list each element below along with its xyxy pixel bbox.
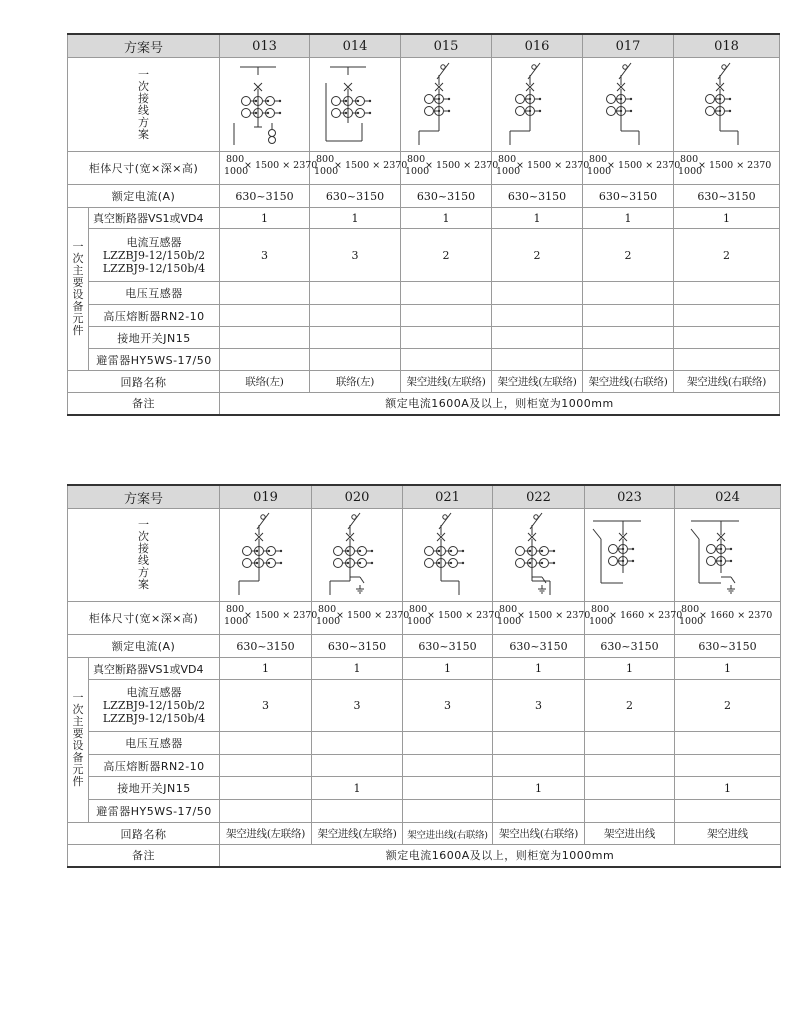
- breaker-row: [68, 658, 781, 680]
- wiring-diagram: [674, 58, 780, 152]
- breaker-qty: 1: [585, 658, 675, 680]
- earth-switch-qty: [401, 327, 492, 349]
- circuit-name: 架空进线: [675, 823, 781, 845]
- vt-row: [68, 282, 780, 305]
- cabinet-size: 800 1000 × 1500 × 2370: [312, 602, 403, 635]
- equipment-label: 一 次 主 要 设 备 元 件: [68, 658, 89, 823]
- rated-current: 630~3150: [310, 185, 401, 208]
- cabinet-size-row: [68, 602, 781, 635]
- rated-current: 630~3150: [312, 635, 403, 658]
- circuit-name: 架空进线(右联络): [583, 371, 674, 393]
- arrester-qty: [312, 800, 403, 823]
- ct-row: [68, 229, 780, 282]
- vt-label: 电压互感器: [89, 732, 220, 755]
- wiring-diagram-row: [68, 58, 780, 152]
- ct-qty: 3: [312, 680, 403, 732]
- arrester-label: 避雷器HY5WS-17/50: [89, 349, 220, 371]
- single-line-diagram-icon: [496, 511, 582, 599]
- cabinet-size: 800 1000 × 1500 × 2370: [220, 602, 312, 635]
- breaker-qty: 1: [493, 658, 585, 680]
- scheme-code: 014: [310, 34, 401, 58]
- ct-qty: 2: [492, 229, 583, 282]
- scheme-number-label: 方案号: [68, 34, 220, 58]
- circuit-name: 架空进线(右联络): [674, 371, 780, 393]
- scheme-code: 020: [312, 485, 403, 509]
- breaker-qty: 1: [674, 208, 780, 229]
- cabinet-size: 800 1000 × 1500 × 2370: [583, 152, 674, 185]
- scheme-code: 013: [220, 34, 310, 58]
- wiring-diagram: [220, 509, 312, 602]
- circuit-name-row: [68, 823, 781, 845]
- cabinet-size: 800 1000 × 1500 × 2370: [220, 152, 310, 185]
- scheme-table-2: [67, 484, 781, 868]
- ct-qty: 3: [310, 229, 401, 282]
- cabinet-size: 800 1000 × 1500 × 2370: [493, 602, 585, 635]
- vt-qty: [401, 282, 492, 305]
- cabinet-size: 800 1000 × 1660 × 2370: [675, 602, 781, 635]
- rated-current-row: [68, 635, 781, 658]
- single-line-diagram-icon: [684, 61, 770, 149]
- remark-row: [68, 845, 781, 867]
- vt-row: [68, 732, 781, 755]
- remark-label: 备注: [68, 845, 220, 867]
- arrester-qty: [220, 800, 312, 823]
- rated-current: 630~3150: [675, 635, 781, 658]
- breaker-label: 真空断路器VS1或VD4: [89, 208, 220, 229]
- rated-current: 630~3150: [220, 635, 312, 658]
- circuit-name: 联络(左): [220, 371, 310, 393]
- breaker-qty: 1: [492, 208, 583, 229]
- scheme-number-label: 方案号: [68, 485, 220, 509]
- rated-current: 630~3150: [585, 635, 675, 658]
- arrester-qty: [492, 349, 583, 371]
- single-line-diagram-icon: [223, 511, 309, 599]
- rated-current-label: 额定电流(A): [68, 635, 220, 658]
- fuse-qty: [493, 755, 585, 777]
- arrester-row: [68, 800, 781, 823]
- scheme-number-row: [68, 485, 781, 509]
- single-line-diagram-icon: [585, 61, 671, 149]
- remark-text: 额定电流1600A及以上，则柜宽为1000mm: [220, 393, 780, 415]
- fuse-label: 高压熔断器RN2-10: [89, 305, 220, 327]
- wiring-diagram: [401, 58, 492, 152]
- single-line-diagram-icon: [314, 511, 400, 599]
- circuit-name: 架空进线(左联络): [312, 823, 403, 845]
- ct-qty: 2: [675, 680, 781, 732]
- ct-qty: 2: [674, 229, 780, 282]
- earth-switch-qty: [585, 777, 675, 800]
- breaker-qty: 1: [401, 208, 492, 229]
- earth-switch-row: [68, 327, 780, 349]
- circuit-name: 架空进出线: [585, 823, 675, 845]
- rated-current: 630~3150: [403, 635, 493, 658]
- fuse-qty: [675, 755, 781, 777]
- vt-qty: [310, 282, 401, 305]
- earth-switch-qty: [674, 327, 780, 349]
- earth-switch-qty: [220, 327, 310, 349]
- remark-row: [68, 393, 780, 415]
- scheme-code: 015: [401, 34, 492, 58]
- cabinet-size-row: [68, 152, 780, 185]
- wiring-scheme-label: 一 次 接 线 方 案: [68, 58, 220, 152]
- earth-switch-qty: 1: [675, 777, 781, 800]
- wiring-diagram: [493, 509, 585, 602]
- rated-current: 630~3150: [493, 635, 585, 658]
- scheme-code: 023: [585, 485, 675, 509]
- earth-switch-qty: [492, 327, 583, 349]
- single-line-diagram-icon: [405, 511, 491, 599]
- circuit-name: 架空进线(左联络): [220, 823, 312, 845]
- earth-switch-qty: 1: [312, 777, 403, 800]
- earth-switch-qty: [220, 777, 312, 800]
- arrester-qty: [403, 800, 493, 823]
- ct-label: 电流互感器 LZZBJ9-12/150b/2 LZZBJ9-12/150b/4: [89, 229, 220, 282]
- vt-qty: [220, 732, 312, 755]
- single-line-diagram-icon: [587, 511, 673, 599]
- scheme-table-1: [67, 33, 780, 416]
- wiring-diagram: [403, 509, 493, 602]
- fuse-qty: [674, 305, 780, 327]
- rated-current: 630~3150: [583, 185, 674, 208]
- vt-qty: [312, 732, 403, 755]
- wiring-scheme-label: 一 次 接 线 方 案: [68, 509, 220, 602]
- cabinet-size: 800 1000 × 1500 × 2370: [674, 152, 780, 185]
- arrester-qty: [583, 349, 674, 371]
- arrester-qty: [401, 349, 492, 371]
- circuit-name-label: 回路名称: [68, 823, 220, 845]
- cabinet-size: 800 1000 × 1500 × 2370: [310, 152, 401, 185]
- ct-qty: 3: [220, 680, 312, 732]
- ct-qty: 2: [401, 229, 492, 282]
- cabinet-size-label: 柜体尺寸(宽×深×高): [68, 152, 220, 185]
- fuse-qty: [585, 755, 675, 777]
- fuse-row: [68, 305, 780, 327]
- fuse-qty: [583, 305, 674, 327]
- rated-current: 630~3150: [401, 185, 492, 208]
- single-line-diagram-icon: [222, 61, 308, 149]
- scheme-code: 021: [403, 485, 493, 509]
- cabinet-size: 800 1000 × 1500 × 2370: [403, 602, 493, 635]
- vt-qty: [220, 282, 310, 305]
- arrester-qty: [220, 349, 310, 371]
- fuse-qty: [492, 305, 583, 327]
- ct-qty: 3: [493, 680, 585, 732]
- vt-qty: [403, 732, 493, 755]
- scheme-code: 022: [493, 485, 585, 509]
- earth-switch-row: [68, 777, 781, 800]
- wiring-diagram: [585, 509, 675, 602]
- vt-qty: [585, 732, 675, 755]
- cabinet-size: 800 1000 × 1500 × 2370: [492, 152, 583, 185]
- circuit-name: 架空出线(右联络): [493, 823, 585, 845]
- scheme-code: 018: [674, 34, 780, 58]
- scheme-number-row: [68, 34, 780, 58]
- ct-qty: 2: [585, 680, 675, 732]
- ct-row: [68, 680, 781, 732]
- wiring-diagram: [675, 509, 781, 602]
- fuse-qty: [401, 305, 492, 327]
- breaker-row: [68, 208, 780, 229]
- wiring-diagram-row: [68, 509, 781, 602]
- circuit-name: 架空进线(左联络): [492, 371, 583, 393]
- breaker-qty: 1: [583, 208, 674, 229]
- wiring-diagram: [310, 58, 401, 152]
- remark-text: 额定电流1600A及以上，则柜宽为1000mm: [220, 845, 781, 867]
- earth-switch-qty: 1: [493, 777, 585, 800]
- single-line-diagram-icon: [685, 511, 771, 599]
- ct-qty: 2: [583, 229, 674, 282]
- vt-qty: [493, 732, 585, 755]
- breaker-qty: 1: [310, 208, 401, 229]
- earth-switch-qty: [403, 777, 493, 800]
- scheme-code: 019: [220, 485, 312, 509]
- fuse-qty: [403, 755, 493, 777]
- vt-label: 电压互感器: [89, 282, 220, 305]
- arrester-qty: [585, 800, 675, 823]
- cabinet-size: 800 1000 × 1500 × 2370: [401, 152, 492, 185]
- arrester-qty: [675, 800, 781, 823]
- fuse-qty: [220, 755, 312, 777]
- scheme-code: 016: [492, 34, 583, 58]
- earth-switch-qty: [310, 327, 401, 349]
- breaker-label: 真空断路器VS1或VD4: [89, 658, 220, 680]
- earth-switch-label: 接地开关JN15: [89, 777, 220, 800]
- rated-current-label: 额定电流(A): [68, 185, 220, 208]
- ct-qty: 3: [220, 229, 310, 282]
- wiring-diagram: [220, 58, 310, 152]
- arrester-qty: [674, 349, 780, 371]
- wiring-diagram: [312, 509, 403, 602]
- circuit-name: 架空进出线(右联络): [403, 823, 493, 845]
- circuit-name-row: [68, 371, 780, 393]
- arrester-qty: [493, 800, 585, 823]
- breaker-qty: 1: [220, 658, 312, 680]
- equipment-label: 一 次 主 要 设 备 元 件: [68, 208, 89, 371]
- circuit-name: 联络(左): [310, 371, 401, 393]
- breaker-qty: 1: [312, 658, 403, 680]
- fuse-label: 高压熔断器RN2-10: [89, 755, 220, 777]
- breaker-qty: 1: [403, 658, 493, 680]
- breaker-qty: 1: [675, 658, 781, 680]
- single-line-diagram-icon: [312, 61, 398, 149]
- rated-current: 630~3150: [492, 185, 583, 208]
- vt-qty: [674, 282, 780, 305]
- wiring-diagram: [492, 58, 583, 152]
- vt-qty: [583, 282, 674, 305]
- vt-qty: [675, 732, 781, 755]
- fuse-row: [68, 755, 781, 777]
- arrester-row: [68, 349, 780, 371]
- fuse-qty: [312, 755, 403, 777]
- fuse-qty: [220, 305, 310, 327]
- vt-qty: [492, 282, 583, 305]
- earth-switch-qty: [583, 327, 674, 349]
- scheme-code: 017: [583, 34, 674, 58]
- rated-current-row: [68, 185, 780, 208]
- rated-current: 630~3150: [674, 185, 780, 208]
- arrester-label: 避雷器HY5WS-17/50: [89, 800, 220, 823]
- ct-label: 电流互感器 LZZBJ9-12/150b/2 LZZBJ9-12/150b/4: [89, 680, 220, 732]
- earth-switch-label: 接地开关JN15: [89, 327, 220, 349]
- cabinet-size: 800 1000 × 1660 × 2370: [585, 602, 675, 635]
- remark-label: 备注: [68, 393, 220, 415]
- single-line-diagram-icon: [494, 61, 580, 149]
- single-line-diagram-icon: [403, 61, 489, 149]
- ct-qty: 3: [403, 680, 493, 732]
- fuse-qty: [310, 305, 401, 327]
- scheme-code: 024: [675, 485, 781, 509]
- arrester-qty: [310, 349, 401, 371]
- circuit-name: 架空进线(左联络): [401, 371, 492, 393]
- cabinet-size-label: 柜体尺寸(宽×深×高): [68, 602, 220, 635]
- breaker-qty: 1: [220, 208, 310, 229]
- rated-current: 630~3150: [220, 185, 310, 208]
- circuit-name-label: 回路名称: [68, 371, 220, 393]
- wiring-diagram: [583, 58, 674, 152]
